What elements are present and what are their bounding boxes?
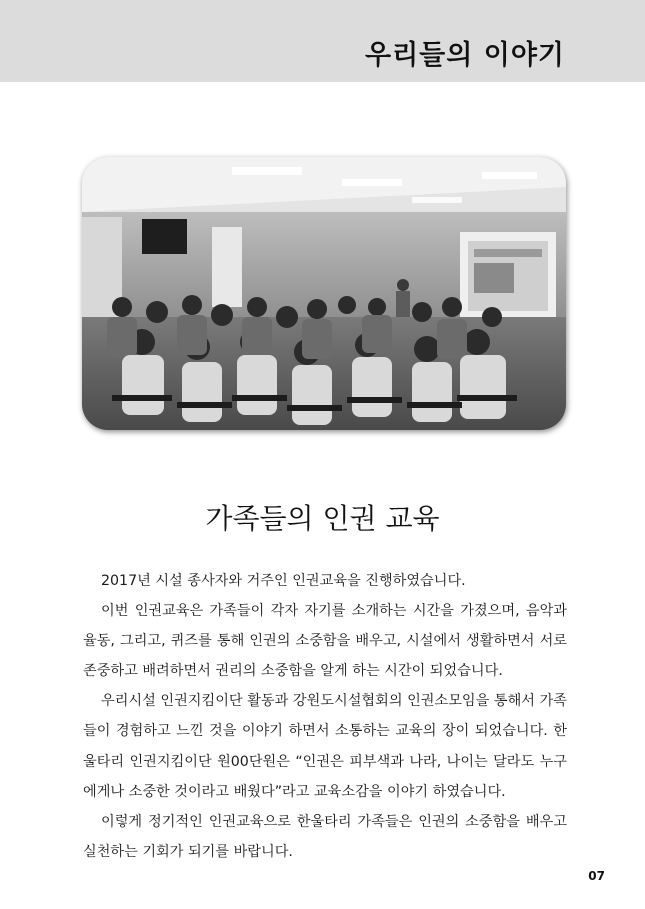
page-number: 07	[588, 869, 605, 883]
section-title: 우리들의 이야기	[365, 40, 565, 71]
article-title: 가족들의 인권 교육	[205, 502, 440, 535]
paragraph: 우리시설 인권지킴이단 활동과 강원도시설협회의 인권소모임을 통해서 가족들이 경험하고 느낀 것을 이야기 하면서 소통하는 교육의 장이 되었습니다. 한울타리 인권지킴이단 원00단원은 “인권은 피부색과 나라, 나이는 달라도 누구에게나 소중한 것이라고 배웠다”라고 교육소감을 이야기 하였습니다.	[83, 693, 567, 800]
paragraph: 이번 인권교육은 가족들이 각자 자기를 소개하는 시간을 가졌으며, 음악과 율동, 그리고, 퀴즈를 통해 인권의 소중함을 배우고, 시설에서 생활하면서 서로 존중하고 배려하면서 권리의 소중함을 알게 하는 시간이 되었습니다.	[83, 603, 567, 680]
photo-illustration	[82, 157, 566, 430]
paragraph: 이렇게 정기적인 인권교육으로 한울타리 가족들은 인권의 소중함을 배우고 실천하는 기회가 되기를 바랍니다.	[83, 813, 567, 860]
article-body	[83, 566, 567, 867]
paragraph: 2017년 시설 종사자와 거주인 인권교육을 진행하였습니다.	[101, 573, 466, 589]
event-photo	[82, 157, 566, 430]
